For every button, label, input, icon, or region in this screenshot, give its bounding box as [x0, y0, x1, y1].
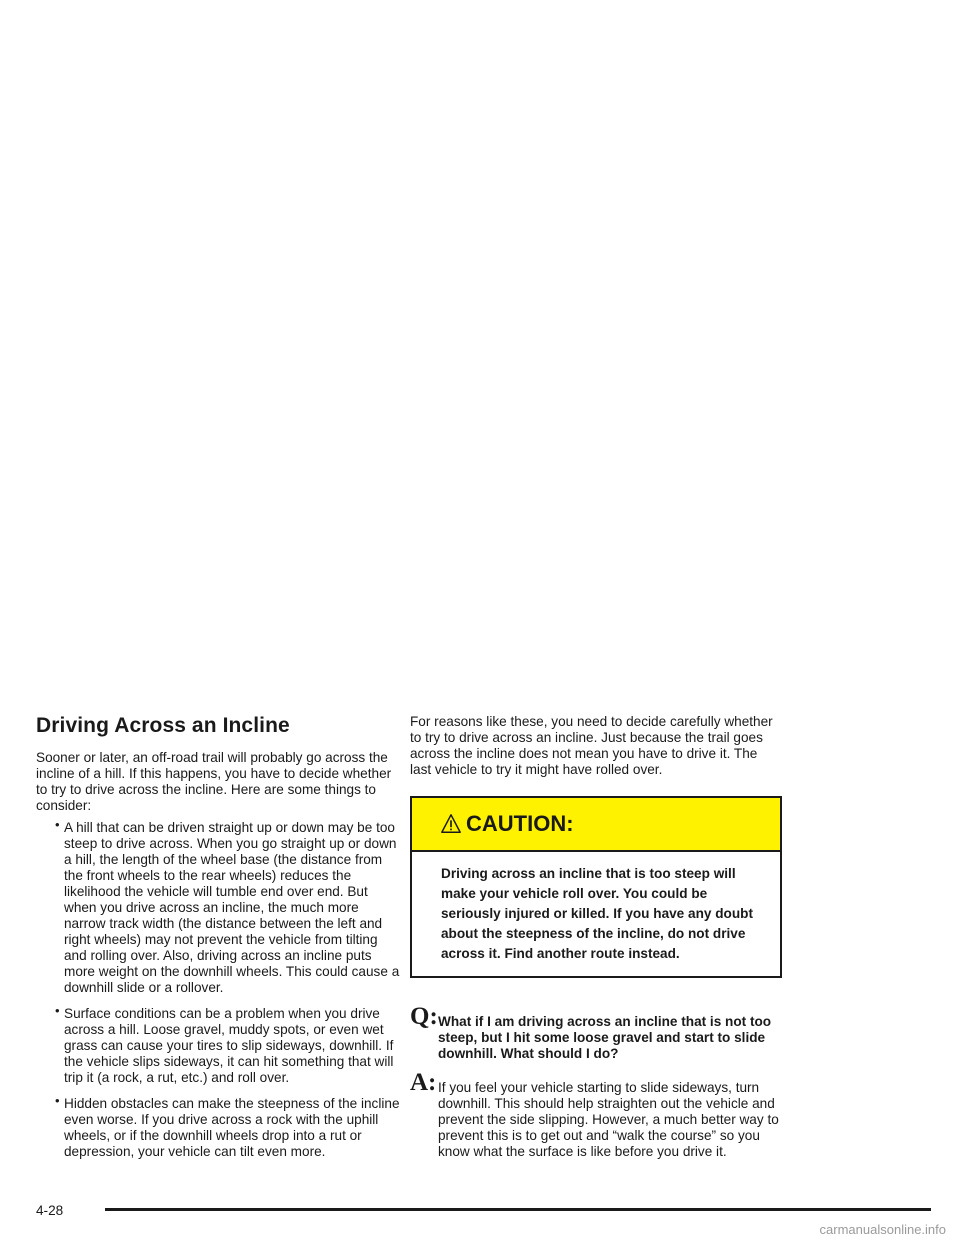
list-item-text: Surface conditions can be a problem when you drive across a hill. Loose gravel, muddy spots, or even wet grass can cause your tires to slip sideways, downhill. If the vehicle slips sideways, it can hit something that will trip it (a rock, a rut, etc.) and roll over. — [64, 1006, 394, 1085]
intro-paragraph: Sooner or later, an off-road trail will probably go across the incline of a hill. If this happens, you have to decide whether to try to drive across the incline. Here are some things to consider: — [36, 750, 392, 813]
left-column — [36, 714, 400, 1170]
bullet-icon: • — [55, 1093, 60, 1108]
caution-header — [412, 798, 780, 852]
question-block — [410, 1003, 782, 1062]
considerations-list — [36, 817, 400, 1160]
right-column — [410, 714, 782, 1170]
warning-icon — [440, 813, 462, 835]
caution-text: Driving across an incline that is too steep will make your vehicle roll over. You could be seriously injured or killed. If you have any doubt about the steepness of the incline, do not drive across it. Find another route instead. — [441, 866, 753, 961]
answer-block — [410, 1069, 782, 1160]
caution-title: CAUTION: — [466, 811, 574, 836]
answer-letter: A: — [410, 1069, 437, 1096]
watermark: carmanualsonline.info — [819, 1222, 946, 1237]
bullet-icon: • — [55, 1003, 60, 1018]
section-heading: Driving Across an Incline — [36, 714, 290, 737]
page-number: 4-28 — [36, 1203, 64, 1218]
caution-box — [410, 796, 782, 978]
footer-divider — [105, 1208, 931, 1211]
list-item — [55, 1003, 400, 1086]
list-item — [55, 817, 400, 996]
question-text: What if I am driving across an incline that is not too steep, but I hit some loose gravel and start to slide downhill. What should I do? — [438, 1014, 772, 1061]
reasons-paragraph: For reasons like these, you need to decide carefully whether to try to drive across an incline. Just because the trail goes across the incline does not mean you have to drive it. The last vehicle to try it might have rolled over. — [410, 714, 773, 777]
question-letter: Q: — [410, 1003, 438, 1030]
qa-section — [410, 1003, 782, 1160]
list-item — [55, 1093, 400, 1160]
answer-text: If you feel your vehicle starting to slide sideways, turn downhill. This should help straighten out the vehicle and prevent the side slipping. However, a much better way to prevent this is to get out and “walk the course” so you know what the surface is like before you drive it. — [438, 1080, 779, 1159]
bullet-icon: • — [55, 817, 60, 832]
list-item-text: A hill that can be driven straight up or down may be too steep to drive across. When you go straight up or down a hill, the length of the wheel base (the distance from the front wheels to the rear wheels) reduces the likelihood the vehicle will tumble end over end. But when you drive across an incline, the much more narrow track width (the distance between the left and right wheels) may not prevent the vehicle from tilting and rolling over. Also, driving across an incline puts more weight on the downhill wheels. This could cause a downhill slide or a rollover. — [64, 820, 400, 995]
list-item-text: Hidden obstacles can make the steepness of the incline even worse. If you drive across a rock with the uphill wheels, or if the downhill wheels drop into a rut or depression, your vehicle can tilt even more. — [64, 1096, 400, 1159]
